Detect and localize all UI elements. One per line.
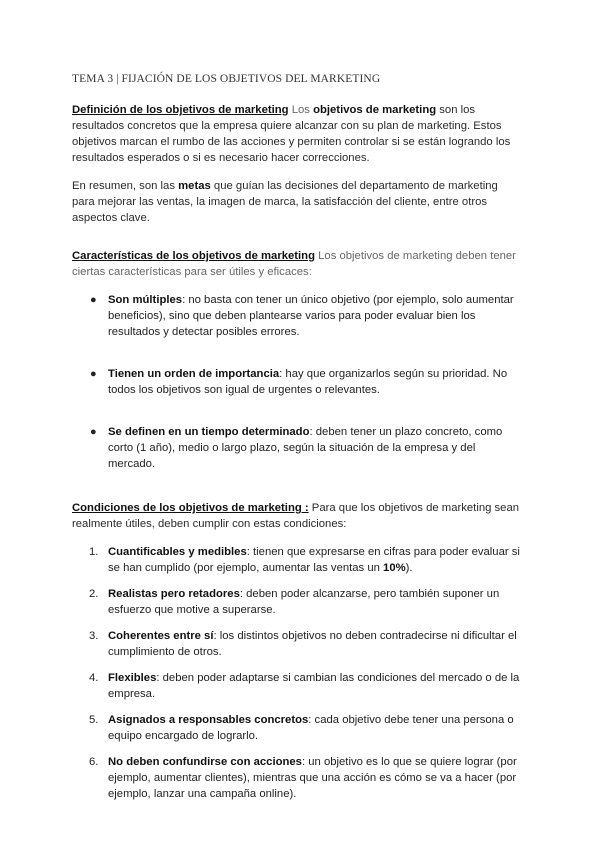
list-number: 5. bbox=[89, 714, 99, 726]
list-number: 6. bbox=[89, 756, 99, 768]
bullet-icon: ● bbox=[90, 294, 97, 306]
conditions-heading: Condiciones de los objetivos de marketing : bbox=[72, 502, 309, 514]
summary-paragraph: En resumen, son las metas que guían las decisiones del departamento de marketing para mejorar las ventas, la imagen de marca, la satisfacción del cliente, entre otros aspectos clave. bbox=[72, 180, 498, 224]
bullet-icon: ● bbox=[90, 426, 97, 438]
definition-paragraph: Definición de los objetivos de marketing Los objetivos de marketing son los resultados concretos que la empresa quiere alcanzar con su plan de marketing. Estos objetivos marcan el rumbo de las acciones y permiten controlar si se están logrando los resultados esperados o si es necesario hacer correcciones. bbox=[72, 104, 511, 164]
list-item: 1. Cuantificables y medibles: tienen que expresarse en cifras para poder evaluar si se han cumplido (por ejemplo, aumentar las ventas un 10%). bbox=[89, 546, 520, 574]
list-item: 3. Coherentes entre sí: los distintos objetivos no deben contradecirse ni dificultar el cumplimiento de otros. bbox=[89, 630, 517, 658]
document-page bbox=[72, 72, 522, 802]
list-number: 2. bbox=[89, 588, 99, 600]
bullet-icon: ● bbox=[90, 368, 97, 380]
definition-heading: Definición de los objetivos de marketing bbox=[72, 104, 289, 116]
list-number: 4. bbox=[89, 672, 99, 684]
list-number: 1. bbox=[89, 546, 99, 558]
list-number: 3. bbox=[89, 630, 99, 642]
list-item: 6. No deben confundirse con acciones: un objetivo es lo que se quiere lograr (por ejemplo, aumentar clientes), mientras que una acción es cómo se va a hacer (por ejemplo, lanzar una campaña online). bbox=[89, 756, 517, 800]
list-item: ● Son múltiples: no basta con tener un único objetivo (por ejemplo, solo aumentar beneficios), sino que deben plantearse varios para poder evaluar bien los resultados y detectar posibles errores. bbox=[90, 294, 514, 338]
conditions-paragraph: Condiciones de los objetivos de marketing : Para que los objetivos de marketing sean realmente útiles, deben cumplir con estas condiciones: bbox=[72, 502, 520, 530]
document-title: TEMA 3 | FIJACIÓN DE LOS OBJETIVOS DEL MARKETING bbox=[72, 73, 381, 85]
list-item: 4. Flexibles: deben poder adaptarse si cambian las condiciones del mercado o de la empresa. bbox=[89, 672, 520, 700]
list-item: ● Se definen en un tiempo determinado: deben tener un plazo concreto, como corto (1 año), medio o largo plazo, según la situación de la empresa y del mercado. bbox=[90, 426, 503, 470]
characteristics-paragraph: Características de los objetivos de marketing Los objetivos de marketing deben tener ciertas características para ser útiles y eficaces: bbox=[72, 250, 516, 278]
characteristics-list bbox=[72, 292, 522, 472]
list-item: ● Tienen un orden de importancia: hay que organizarlos según su prioridad. No todos los objetivos son igual de urgentes o relevantes. bbox=[90, 368, 508, 396]
list-item: 5. Asignados a responsables concretos: cada objetivo debe tener una persona o equipo encargado de lograrlo. bbox=[89, 714, 514, 742]
characteristics-heading: Características de los objetivos de marketing bbox=[72, 250, 315, 262]
list-item: 2. Realistas pero retadores: deben poder alcanzarse, pero también suponer un esfuerzo que motive a superarse. bbox=[89, 588, 500, 616]
conditions-list bbox=[72, 544, 522, 802]
